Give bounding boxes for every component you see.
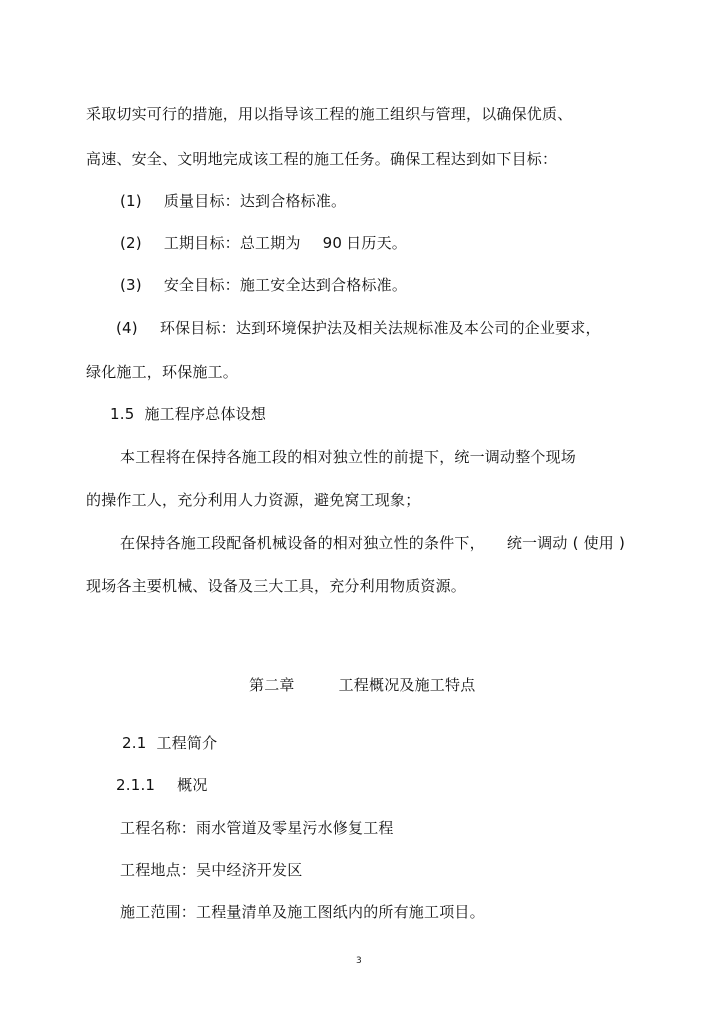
chapter-title: 工程概况及施工特点 xyxy=(338,676,476,694)
goal-text: 质量目标：达到合格标准。 xyxy=(163,192,347,210)
goal-number: (1) xyxy=(120,192,142,210)
info-project-name: 工程名称：雨水管道及零星污水修复工程 xyxy=(120,819,394,837)
paragraph-2-line-2: 的操作工人，充分利用人力资源，避免窝工现象； xyxy=(86,491,421,509)
paragraph-2-line-1: 本工程将在保持各施工段的相对独立性的前提下，统一调动整个现场 xyxy=(120,448,577,466)
goal-days: 90 xyxy=(322,234,343,252)
goal-item-2 xyxy=(120,233,407,253)
goal-item-3 xyxy=(120,275,407,295)
goal-number: (2) xyxy=(120,234,142,252)
paragraph-1-line-1: 采取切实可行的措施，用以指导该工程的施工组织与管理，以确保优质、 xyxy=(86,105,573,123)
section-number: 1.5 xyxy=(110,405,135,423)
goal-text: 环保目标：达到环境保护法及相关法规标准及本公司的企业要求， xyxy=(159,319,601,337)
paragraph-3-text-a: 在保持各施工段配备机械设备的相对独立性的条件下， xyxy=(120,534,485,552)
section-heading-1-5 xyxy=(110,404,266,424)
info-project-location: 工程地点：吴中经济开发区 xyxy=(120,861,303,879)
paragraph-1-line-2: 高速、安全、文明地完成该工程的施工任务。确保工程达到如下目标： xyxy=(86,150,558,168)
section-title: 施工程序总体设想 xyxy=(144,405,267,423)
goal-item-1 xyxy=(120,191,346,211)
goal-text: 工期目标：总工期为 xyxy=(163,234,301,252)
section-heading-2-1-1 xyxy=(116,775,208,795)
section-number: 2.1.1 xyxy=(116,776,156,794)
goal-text: 安全目标：施工安全达到合格标准。 xyxy=(163,276,408,294)
paragraph-3-text-b: 统一调动 ( 使用 ) xyxy=(506,534,626,552)
paragraph-3-line-2: 现场各主要机械、设备及三大工具，充分利用物质资源。 xyxy=(86,577,467,595)
section-heading-2-1 xyxy=(122,733,217,753)
chapter-label: 第二章 xyxy=(249,676,295,694)
info-construction-scope: 施工范围：工程量清单及施工图纸内的所有施工项目。 xyxy=(120,903,485,921)
goal-number: (4) xyxy=(116,319,138,337)
goal-text-suffix: 日历天。 xyxy=(346,234,407,252)
chapter-heading xyxy=(249,675,475,695)
section-title: 概况 xyxy=(177,776,208,794)
goal-item-4-continuation: 绿化施工，环保施工。 xyxy=(86,363,239,381)
section-number: 2.1 xyxy=(122,734,147,752)
section-title: 工程简介 xyxy=(156,734,218,752)
paragraph-3-line-1 xyxy=(120,533,625,553)
goal-number: (3) xyxy=(120,276,142,294)
page-number: 3 xyxy=(356,956,362,966)
goal-item-4 xyxy=(116,318,601,338)
